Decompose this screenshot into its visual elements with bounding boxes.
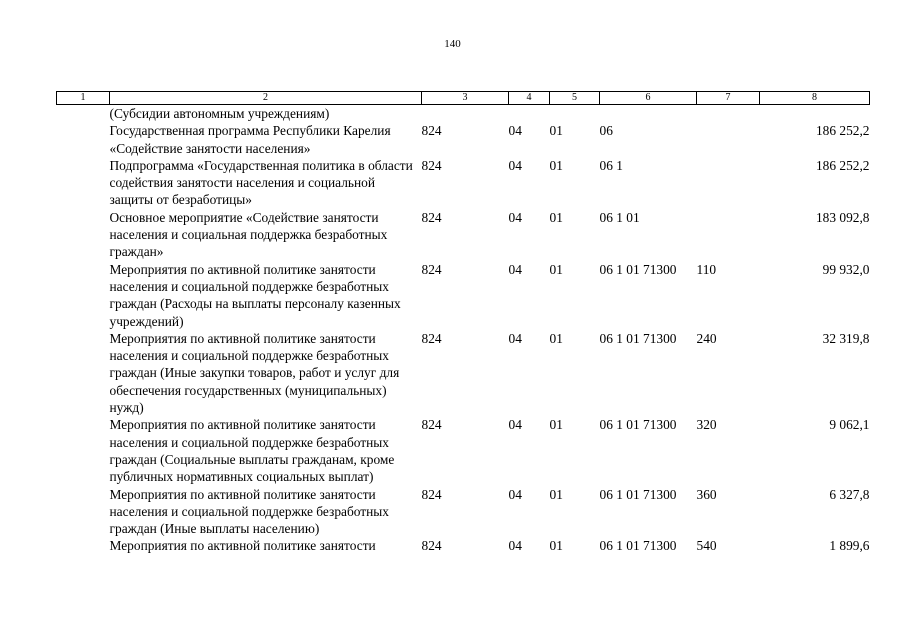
admin-code: 824 — [421, 123, 442, 139]
admin-code: 824 — [421, 157, 442, 173]
row-empty-cell — [57, 486, 110, 538]
table-row — [57, 486, 870, 538]
column-number-5: 5 — [550, 92, 600, 105]
expense-type-code — [697, 105, 760, 123]
section-code: 04 — [508, 417, 522, 433]
table-row — [57, 261, 870, 330]
column-number-4: 4 — [509, 92, 550, 105]
expense-name: Мероприятия по активной политике занятости населения и социальной поддержке безработных граждан (Расходы на выплаты персоналу казенных учреждений) — [109, 261, 401, 329]
admin-code — [422, 105, 509, 123]
section-code: 04 — [508, 538, 522, 554]
table-row — [57, 537, 870, 554]
expense-name: Основное мероприятие «Содействие занятости населения и социальная поддержка безработных граждан» — [109, 209, 388, 260]
expense-type-code — [697, 157, 760, 209]
row-empty-cell — [57, 330, 110, 416]
section-code: 04 — [508, 261, 522, 277]
expense-name: Мероприятия по активной политике занятости населения и социальной поддержке безработных граждан (Иные выплаты населению) — [109, 486, 390, 537]
subsection-code: 01 — [549, 417, 563, 433]
section-code: 04 — [508, 157, 522, 173]
admin-code: 824 — [421, 209, 442, 225]
admin-code: 824 — [421, 486, 442, 502]
amount: 9 062,1 — [829, 417, 870, 433]
target-article-code: 06 1 01 71300 — [599, 261, 677, 277]
expense-name: Мероприятия по активной политике занятости — [109, 538, 376, 554]
expense-name: Мероприятия по активной политике занятости населения и социальной поддержке безработных граждан (Социальные выплаты гражданам, кроме публичных нормативных социальных выплат) — [109, 417, 395, 485]
table-body — [57, 105, 870, 555]
row-empty-cell — [57, 157, 110, 209]
admin-code: 824 — [421, 417, 442, 433]
amount: 186 252,2 — [815, 123, 870, 139]
table-header — [57, 92, 870, 105]
column-number-7: 7 — [697, 92, 760, 105]
target-article-code: 06 1 — [599, 157, 623, 173]
target-article-code — [600, 105, 697, 123]
section-code: 04 — [508, 330, 522, 346]
column-number-3: 3 — [422, 92, 509, 105]
table-row — [57, 330, 870, 416]
subsection-code: 01 — [549, 486, 563, 502]
expense-type-code: 110 — [696, 261, 717, 277]
target-article-code: 06 1 01 71300 — [599, 417, 677, 433]
column-number-8: 8 — [760, 92, 870, 105]
row-empty-cell — [57, 416, 110, 485]
budget-table — [56, 91, 870, 555]
row-empty-cell — [57, 537, 110, 554]
table-row — [57, 416, 870, 485]
expense-name: Подпрограмма «Государственная политика в области содействия занятости населения и социальной защиты от безработицы» — [109, 157, 413, 208]
page-number: 140 — [444, 38, 461, 50]
amount: 32 319,8 — [822, 330, 870, 346]
column-number-6: 6 — [600, 92, 697, 105]
section-code: 04 — [508, 209, 522, 225]
expense-type-code: 240 — [696, 330, 717, 346]
target-article-code: 06 1 01 71300 — [599, 486, 677, 502]
row-empty-cell — [57, 261, 110, 330]
target-article-code: 06 1 01 — [599, 209, 640, 225]
expense-name: (Субсидии автономным учреждениям) — [109, 106, 330, 121]
table-row — [57, 209, 870, 261]
subsection-code: 01 — [549, 330, 563, 346]
admin-code: 824 — [421, 261, 442, 277]
expense-type-code — [697, 122, 760, 157]
amount: 1 899,6 — [829, 538, 870, 554]
column-number-1: 1 — [57, 92, 110, 105]
subsection-code: 01 — [549, 538, 563, 554]
admin-code: 824 — [421, 538, 442, 554]
amount: 99 932,0 — [822, 261, 870, 277]
subsection-code — [550, 105, 600, 123]
table-row — [57, 122, 870, 157]
admin-code: 824 — [421, 330, 442, 346]
header-row — [57, 92, 870, 105]
row-empty-cell — [57, 209, 110, 261]
section-code: 04 — [508, 123, 522, 139]
expense-name: Государственная программа Республики Карелия «Содействие занятости населения» — [109, 123, 391, 156]
expense-name: Мероприятия по активной политике занятости населения и социальной поддержке безработных граждан (Иные закупки товаров, работ и услуг для обеспечения государственных (муниципальных) нужд) — [109, 330, 400, 416]
column-number-2: 2 — [110, 92, 422, 105]
expense-type-code: 320 — [696, 417, 717, 433]
amount: 186 252,2 — [815, 157, 870, 173]
target-article-code: 06 — [599, 123, 613, 139]
table-row — [57, 157, 870, 209]
subsection-code: 01 — [549, 157, 563, 173]
subsection-code: 01 — [549, 261, 563, 277]
target-article-code: 06 1 01 71300 — [599, 330, 677, 346]
subsection-code: 01 — [549, 209, 563, 225]
table-row — [57, 105, 870, 123]
row-empty-cell — [57, 122, 110, 157]
expense-type-code: 540 — [696, 538, 717, 554]
amount: 6 327,8 — [829, 486, 870, 502]
amount: 183 092,8 — [815, 209, 870, 225]
section-code: 04 — [508, 486, 522, 502]
expense-type-code — [697, 209, 760, 261]
subsection-code: 01 — [549, 123, 563, 139]
target-article-code: 06 1 01 71300 — [599, 538, 677, 554]
row-empty-cell — [57, 105, 110, 123]
section-code — [509, 105, 550, 123]
expense-type-code: 360 — [696, 486, 717, 502]
amount — [760, 105, 870, 123]
